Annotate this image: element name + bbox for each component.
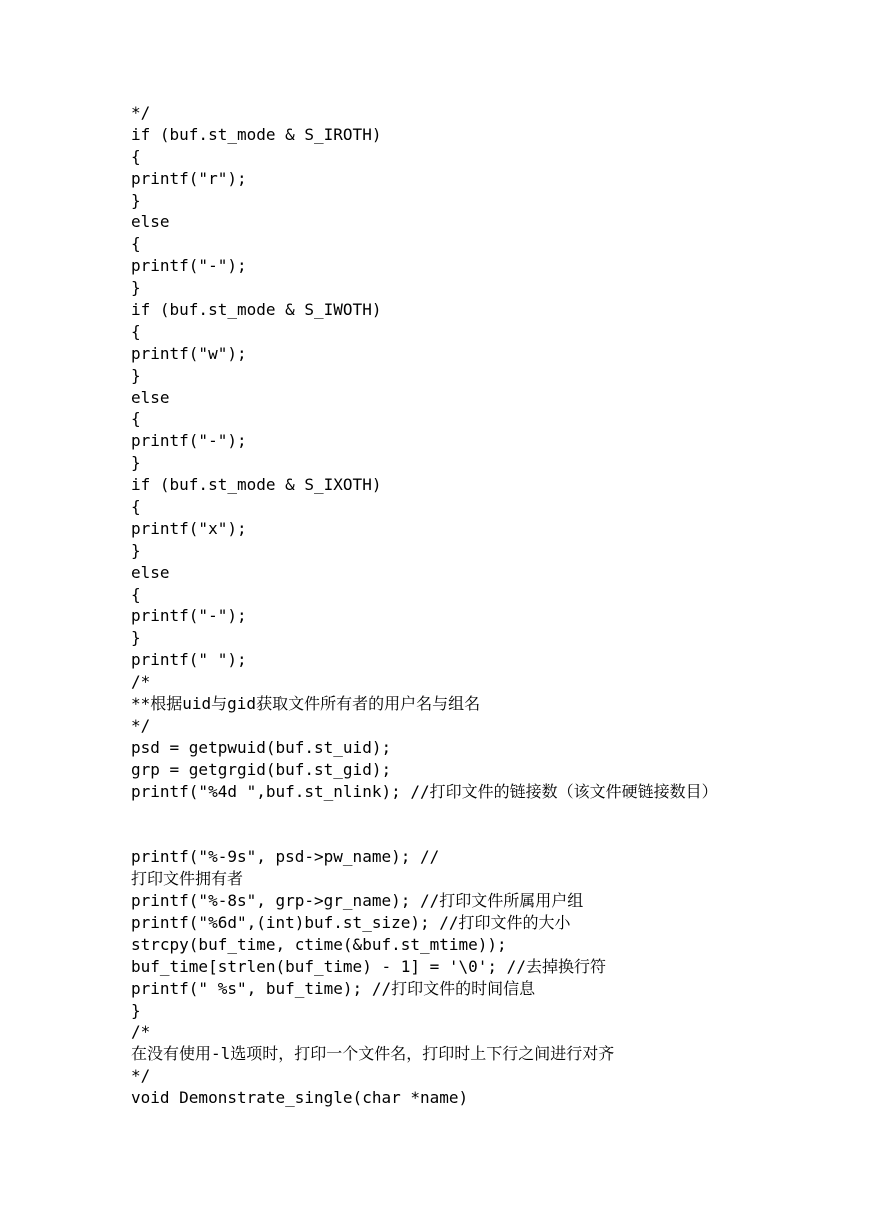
code-line: printf(" "); — [131, 650, 247, 670]
code-line: else — [131, 387, 170, 407]
code-line: } — [131, 453, 141, 473]
code-line: printf("-"); — [131, 431, 247, 451]
code-line: } — [131, 628, 141, 648]
code-line: { — [131, 584, 141, 604]
code-line: } — [131, 278, 141, 298]
code-line: printf("-"); — [131, 256, 247, 276]
code-line: if (buf.st_mode & S_IXOTH) — [131, 475, 382, 495]
blank-line — [131, 803, 831, 825]
code-line: { — [131, 234, 141, 254]
code-line: void Demonstrate_single(char *name) — [131, 1088, 469, 1108]
code-line: printf("r"); — [131, 168, 247, 188]
code-line: else — [131, 212, 170, 232]
code-line: printf("%6d",(int)buf.st_size); //打印文件的大小 — [131, 912, 571, 932]
code-line: */ — [131, 715, 151, 735]
code-line: **根据uid与gid获取文件所有者的用户名与组名 — [131, 694, 481, 714]
code-line: { — [131, 497, 141, 517]
code-line: } — [131, 1000, 141, 1020]
code-line: psd = getpwuid(buf.st_uid); — [131, 737, 392, 757]
code-line: buf_time[strlen(buf_time) - 1] = '\0'; //去掉换行符 — [131, 956, 606, 976]
code-line: printf("%-8s", grp->gr_name); //打印文件所属用户组 — [131, 891, 584, 911]
code-line: /* — [131, 672, 151, 692]
code-line: } — [131, 365, 141, 385]
code-line: if (buf.st_mode & S_IROTH) — [131, 124, 382, 144]
code-line: printf(" %s", buf_time); //打印文件的时间信息 — [131, 978, 536, 998]
code-line: printf("x"); — [131, 518, 247, 538]
code-line: { — [131, 321, 141, 341]
code-line: grp = getgrgid(buf.st_gid); — [131, 759, 392, 779]
code-block-2 — [131, 846, 831, 1109]
code-line: */ — [131, 103, 151, 122]
code-line: else — [131, 562, 170, 582]
code-line: } — [131, 190, 141, 210]
code-listing — [131, 102, 831, 1109]
code-line: 打印文件拥有者 — [131, 869, 244, 889]
code-line: } — [131, 540, 141, 560]
code-line: printf("w"); — [131, 343, 247, 363]
code-line: if (buf.st_mode & S_IWOTH) — [131, 300, 382, 320]
code-line: */ — [131, 1066, 151, 1086]
code-line: /* — [131, 1022, 151, 1042]
blank-line — [131, 824, 831, 846]
code-line: { — [131, 409, 141, 429]
code-line: { — [131, 146, 141, 166]
code-line: strcpy(buf_time, ctime(&buf.st_mtime)); — [131, 934, 507, 954]
code-line: 在没有使用-l选项时，打印一个文件名，打印时上下行之间进行对齐 — [131, 1044, 615, 1064]
code-line: printf("-"); — [131, 606, 247, 626]
code-block-1 — [131, 102, 831, 803]
code-line: printf("%-9s", psd->pw_name); // — [131, 847, 440, 867]
code-line: printf("%4d ",buf.st_nlink); //打印文件的链接数（该文件硬链接数目） — [131, 781, 718, 801]
